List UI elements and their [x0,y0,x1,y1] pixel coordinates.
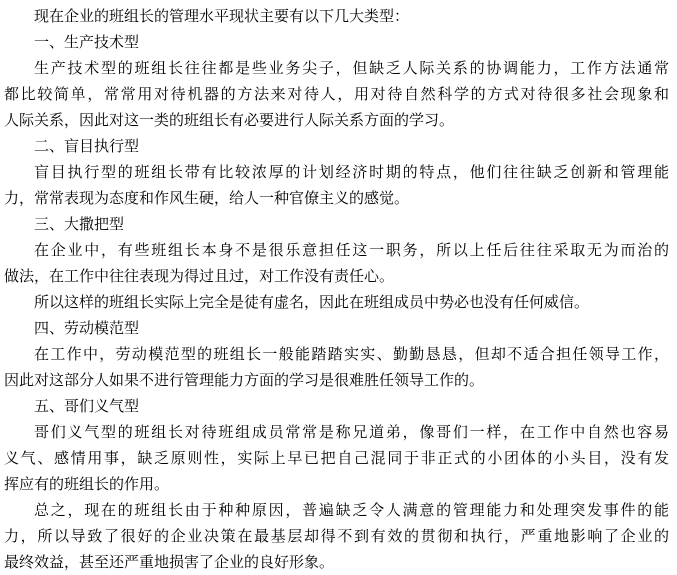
paragraph-line: 因此对这部分人如果不进行管理能力方面的学习是很难胜任领导工作的。 [4,371,485,389]
paragraph-line: 生产技术型的班组长往往都是些业务尖子，但缺乏人际关系的协调能力，工作方法通常 [34,59,669,77]
paragraph-line: 哥们义气型的班组长对待班组成员常常是称兄道弟，像哥们一样，在工作中自然也容易 [34,423,669,441]
section-heading-2: 二、盲目执行型 [34,137,140,155]
section-heading-4: 四、劳动模范型 [34,319,140,337]
paragraph-line: 挥应有的班组长的作用。 [4,475,170,493]
paragraph-line: 盲目执行型的班组长带有比较浓厚的计划经济时期的特点，他们往往缺乏创新和管理能 [34,163,669,181]
conclusion-line: 总之，现在的班组长由于种种原因，普遍缺乏令人满意的管理能力和处理突发事件的能 [34,501,669,519]
paragraph-line: 都比较简单，常常用对待机器的方法来对待人，用对待自然科学的方式对待很多社会现象和 [4,85,669,103]
conclusion-line: 最终效益，甚至还严重地损害了企业的良好形象。 [4,553,335,571]
paragraph-line: 义气、感情用事，缺乏原则性，实际上早已把自己混同于非正式的小团体的小头目，没有发 [4,449,669,467]
conclusion-line: 力，所以导致了很好的企业决策在最基层却得不到有效的贯彻和执行，严重地影响了企业的 [4,527,669,545]
intro-line: 现在企业的班组长的管理水平现状主要有以下几大类型： [34,7,410,25]
paragraph-line: 做法，在工作中往往表现为得过且过，对工作没有责任心。 [4,267,395,285]
section-heading-3: 三、大撒把型 [34,215,125,233]
section-heading-1: 一、生产技术型 [34,33,140,51]
paragraph-line: 所以这样的班组长实际上完全是徒有虚名，因此在班组成员中势必也没有任何威信。 [34,293,590,311]
paragraph-line: 力，常常表现为态度和作风生硬，给人一种官僚主义的感觉。 [4,189,410,207]
paragraph-line: 人际关系，因此对这一类的班组长有必要进行人际关系方面的学习。 [4,111,455,129]
paragraph-line: 在企业中，有些班组长本身不是很乐意担任这一职务，所以上任后往往采取无为而治的 [34,241,669,259]
paragraph-line: 在工作中，劳动模范型的班组长一般能踏踏实实、勤勤恳恳，但却不适合担任领导工作， [34,345,669,363]
section-heading-5: 五、哥们义气型 [34,397,140,415]
